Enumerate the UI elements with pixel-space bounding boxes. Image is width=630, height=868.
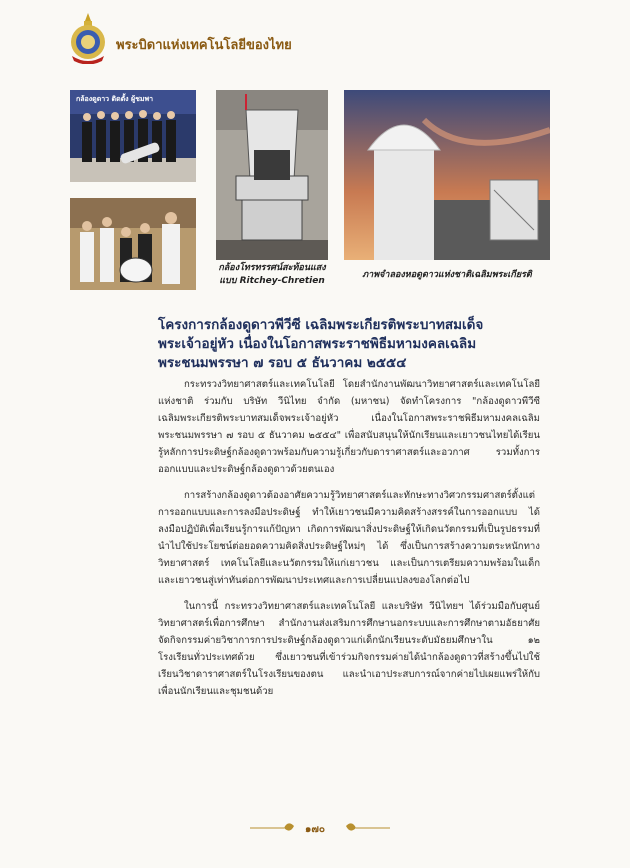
event-banner-text: กล้องดูดาว ติดตั้ง ผู้ชมพา [76,95,154,103]
observatory-caption: ภาพจำลองหอดูดาวแห่งชาติเฉลิมพระเกียรติ [362,270,532,280]
telescope-caption-line1: กล้องโทรทรรศน์สะท้อนแสง [218,263,326,273]
article-body [158,376,540,709]
page-number: ๑๗๐ [305,824,325,835]
observatory-photo [344,90,550,260]
telescope-photo [216,90,328,260]
event-group-photo [70,90,196,182]
telescope-caption [212,262,332,288]
header-title: พระบิดาแห่งเทคโนโลยีของไทย [116,38,292,53]
paragraph: ในการนี้ กระทรวงวิทยาศาสตร์และเทคโนโลยี และบริษัท วีนิไทยฯ ได้ร่วมมือกับศูนย์วิทยาศาสตร์เพื่อการศึกษา สำนักงานส่งเสริมการศึกษานอกระบบและการศึกษาตามอัธยาศัย จัดกิจกรรมค่ายวิชาการการประดิษฐ์กล้องดูดาวแก่เด็กนักเรียนระดับมัธยมศึกษาใน ๑๒ โรงเรียนทั่วประเทศด้วย ซึ่งเยาวชนที่เข้าร่วมกิจกรรมค่ายได้นำกล้องดูดาวที่สร้างขึ้นไปใช้เรียนวิชาดาราศาสตร์ในโรงเรียนของตน และนำเอาประสบการณ์จากค่ายไปเผยแพร่ให้กับเพื่อนนักเรียนและชุมชนด้วย [158,601,540,697]
students-telescope-photo [70,198,196,290]
paragraph: การสร้างกล้องดูดาวต้องอาศัยความรู้วิทยาศาสตร์และทักษะทางวิศวกรรมศาสตร์ตั้งแต่การออกแบบและการลงมือประดิษฐ์ ทำให้เยาวชนมีความคิดสร้างสรรค์ในการออกแบบ ได้ลงมือปฏิบัติเพื่อเรียนรู้การแก้ปัญหา เกิดการพัฒนาสิ่งประดิษฐ์ให้เกิดนวัตกรรมที่เป็นรูปธรรมที่นำไปใช้ประโยชน์ต่อยอดความคิดสิ่งประดิษฐ์ใหม่ๆ ได้ ซึ่งเป็นการสร้างความตระหนักทางวิทยาศาสตร์ เทคโนโลยีและนวัตกรรมให้แก่เยาวชน และเป็นการเตรียมความพร้อมในเด็กและเยาวชนสู่เท่าทันต่อการพัฒนาประเทศและการเปลี่ยนแปลงของโลกต่อไป [158,490,540,586]
article-heading: โครงการกล้องดูดาวพีวีซี เฉลิมพระเกียรติพระบาทสมเด็จพระเจ้าอยู่หัว เนื่องในโอกาสพระราชพิธีมหามงคลเฉลิมพระชนมพรรษา ๗ รอบ ๕ ธันวาคม ๒๕๕๔ [158,317,484,371]
paragraph: กระทรวงวิทยาศาสตร์และเทคโนโลยี โดยสำนักงานพัฒนาวิทยาศาสตร์และเทคโนโลยีแห่งชาติ ร่วมกับ บริษัท วีนิไทย จำกัด (มหาชน) จัดทำโครงการ "กล้องดูดาวพีวีซีเฉลิมพระเกียรติพระบาทสมเด็จพระเจ้าอยู่หัว เนื่องในโอกาสพระราชพิธีมหามงคลเฉลิมพระชนมพรรษา ๗ รอบ ๕ ธันวาคม ๒๕๕๔" เพื่อสนับสนุนให้นักเรียนและเยาวชนไทยได้เรียนรู้หลักการประดิษฐ์กล้องดูดาวพร้อมกับความรู้เกี่ยวกับดาราศาสตร์และอวกาศ รวมทั้งการออกแบบและประดิษฐ์กล้องดูดาวด้วยตนเอง [158,379,540,475]
telescope-caption-line2: แบบ Ritchey-Chretien [219,276,325,286]
royal-emblem-icon [68,12,108,64]
